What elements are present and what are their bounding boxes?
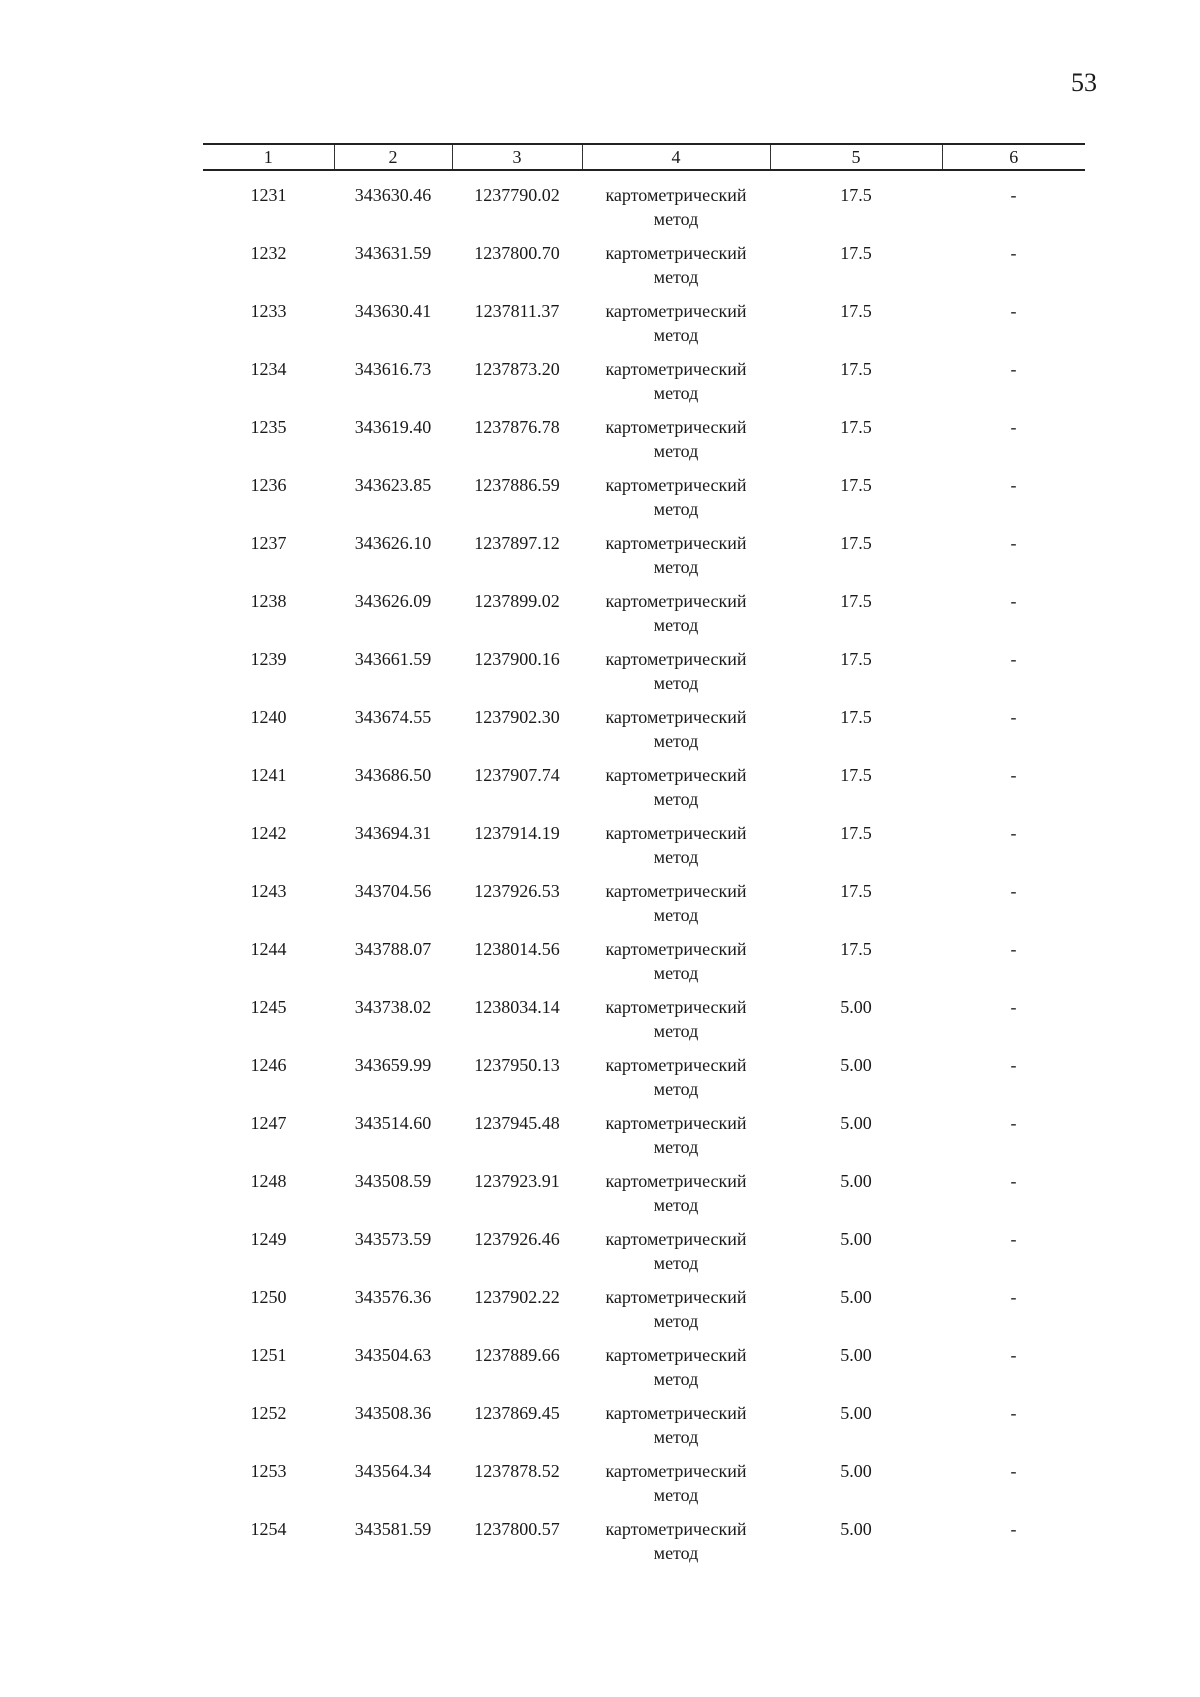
point-number-cell: 1239 [250,649,287,669]
point-number-cell: 1231 [250,185,287,205]
x-coordinate-cell: 343674.55 [354,707,432,727]
x-coordinate-cell: 343626.09 [354,591,432,611]
y-coordinate-cell: 1237926.46 [474,1229,560,1249]
y-coordinate-cell: 1237800.57 [474,1519,560,1539]
note-cell: - [1010,649,1017,669]
x-coordinate-cell: 343738.02 [354,997,432,1017]
x-coordinate-cell: 343564.34 [354,1461,432,1481]
table-row [203,1285,1085,1343]
method-cell [582,357,770,415]
method-cell [582,763,770,821]
x-coordinate-cell: 343619.40 [354,417,432,437]
x-coordinate-cell: 343694.31 [354,823,432,843]
y-coordinate-cell: 1237926.53 [474,881,560,901]
note-cell: - [1010,1229,1017,1249]
note-cell: - [1010,707,1017,727]
method-line-2: метод [653,731,699,751]
header-row [203,144,1085,170]
note-cell: - [1010,1287,1017,1307]
method-cell [582,299,770,357]
x-coordinate-cell: 343686.50 [354,765,432,785]
method-line-1: картометрический [605,1229,747,1249]
precision-cell: 17.5 [840,823,872,843]
y-coordinate-cell: 1237873.20 [474,359,560,379]
x-coordinate-cell: 343659.99 [354,1055,432,1075]
x-coordinate-cell: 343616.73 [354,359,432,379]
method-line-1: картометрический [605,185,747,205]
method-line-2: метод [653,963,699,983]
point-number-cell: 1238 [250,591,287,611]
method-line-1: картометрический [605,881,747,901]
page-number: 53 [1071,68,1097,97]
note-cell: - [1010,359,1017,379]
method-line-2: метод [653,325,699,345]
precision-cell: 5.00 [840,1461,872,1481]
precision-cell: 17.5 [840,475,872,495]
table-row [203,937,1085,995]
table-row [203,531,1085,589]
note-cell: - [1010,475,1017,495]
header-cell: 6 [942,144,1085,170]
x-coordinate-cell: 343508.36 [354,1403,432,1423]
method-cell [582,937,770,995]
method-line-1: картометрический [605,1461,747,1481]
note-cell: - [1010,301,1017,321]
table-row [203,995,1085,1053]
method-line-1: картометрический [605,1055,747,1075]
y-coordinate-cell: 1237950.13 [474,1055,560,1075]
method-line-2: метод [653,383,699,403]
method-cell [582,1227,770,1285]
point-number-cell: 1234 [250,359,287,379]
method-line-2: метод [653,847,699,867]
method-line-2: метод [653,1485,699,1505]
x-coordinate-cell: 343573.59 [354,1229,432,1249]
method-line-1: картометрический [605,823,747,843]
y-coordinate-cell: 1237907.74 [474,765,560,785]
point-number-cell: 1233 [250,301,287,321]
y-coordinate-cell: 1237897.12 [474,533,560,553]
method-cell [582,170,770,241]
x-coordinate-cell: 343626.10 [354,533,432,553]
y-coordinate-cell: 1237886.59 [474,475,560,495]
x-coordinate-cell: 343623.85 [354,475,432,495]
method-line-1: картометрический [605,243,747,263]
method-cell [582,705,770,763]
method-cell [582,1459,770,1517]
method-line-2: метод [653,1079,699,1099]
table-row [203,589,1085,647]
point-number-cell: 1252 [250,1403,287,1423]
y-coordinate-cell: 1237923.91 [474,1171,560,1191]
precision-cell: 5.00 [840,997,872,1017]
method-cell [582,647,770,705]
precision-cell: 17.5 [840,533,872,553]
note-cell: - [1010,591,1017,611]
x-coordinate-cell: 343630.41 [354,301,432,321]
x-coordinate-cell: 343631.59 [354,243,432,263]
note-cell: - [1010,533,1017,553]
method-line-1: картометрический [605,1519,747,1539]
precision-cell: 17.5 [840,185,872,205]
method-line-2: метод [653,499,699,519]
method-cell [582,821,770,879]
point-number-cell: 1249 [250,1229,287,1249]
table-row [203,1401,1085,1459]
y-coordinate-cell: 1237876.78 [474,417,560,437]
point-number-cell: 1243 [250,881,287,901]
method-line-1: картометрический [605,649,747,669]
method-line-2: метод [653,673,699,693]
method-cell [582,879,770,937]
method-line-2: метод [653,1427,699,1447]
method-line-2: метод [653,557,699,577]
method-line-2: метод [653,1195,699,1215]
method-line-2: метод [653,1543,699,1563]
method-line-2: метод [653,1311,699,1331]
point-number-cell: 1241 [250,765,287,785]
table-row [203,415,1085,473]
point-number-cell: 1236 [250,475,287,495]
y-coordinate-cell: 1237902.30 [474,707,560,727]
point-number-cell: 1240 [250,707,287,727]
method-line-1: картометрический [605,533,747,553]
note-cell: - [1010,1113,1017,1133]
note-cell: - [1010,1055,1017,1075]
method-line-2: метод [653,615,699,635]
table-row [203,821,1085,879]
point-number-cell: 1246 [250,1055,287,1075]
method-line-2: метод [653,1021,699,1041]
table-row [203,241,1085,299]
method-line-1: картометрический [605,1345,747,1365]
table-row [203,1343,1085,1401]
method-line-1: картометрический [605,707,747,727]
precision-cell: 5.00 [840,1345,872,1365]
x-coordinate-cell: 343630.46 [354,185,432,205]
coordinates-table [203,143,1085,1575]
point-number-cell: 1242 [250,823,287,843]
note-cell: - [1010,417,1017,437]
method-line-2: метод [653,1137,699,1157]
table-body [203,170,1085,1575]
note-cell: - [1010,881,1017,901]
point-number-cell: 1237 [250,533,287,553]
method-cell [582,531,770,589]
header-cell: 3 [452,144,582,170]
table-row [203,357,1085,415]
point-number-cell: 1245 [250,997,287,1017]
method-line-1: картометрический [605,939,747,959]
precision-cell: 17.5 [840,301,872,321]
method-cell [582,1285,770,1343]
point-number-cell: 1232 [250,243,287,263]
y-coordinate-cell: 1237878.52 [474,1461,560,1481]
precision-cell: 17.5 [840,417,872,437]
note-cell: - [1010,1519,1017,1539]
header-cell: 2 [334,144,452,170]
method-line-1: картометрический [605,417,747,437]
note-cell: - [1010,185,1017,205]
method-line-1: картометрический [605,1287,747,1307]
precision-cell: 5.00 [840,1287,872,1307]
method-line-2: метод [653,789,699,809]
point-number-cell: 1244 [250,939,287,959]
y-coordinate-cell: 1237914.19 [474,823,560,843]
method-cell [582,1343,770,1401]
point-number-cell: 1235 [250,417,287,437]
method-cell [582,589,770,647]
table-header [203,144,1085,170]
method-cell [582,473,770,531]
note-cell: - [1010,823,1017,843]
method-line-2: метод [653,209,699,229]
method-line-1: картометрический [605,997,747,1017]
note-cell: - [1010,1171,1017,1191]
method-cell [582,1517,770,1575]
y-coordinate-cell: 1237900.16 [474,649,560,669]
method-line-1: картометрический [605,301,747,321]
x-coordinate-cell: 343704.56 [354,881,432,901]
y-coordinate-cell: 1237899.02 [474,591,560,611]
y-coordinate-cell: 1237869.45 [474,1403,560,1423]
precision-cell: 17.5 [840,359,872,379]
point-number-cell: 1251 [250,1345,287,1365]
precision-cell: 17.5 [840,939,872,959]
y-coordinate-cell: 1237945.48 [474,1113,560,1133]
point-number-cell: 1254 [250,1519,287,1539]
method-line-1: картометрический [605,765,747,785]
method-cell [582,995,770,1053]
table-row [203,299,1085,357]
y-coordinate-cell: 1237811.37 [474,301,560,321]
header-cell: 4 [582,144,770,170]
precision-cell: 5.00 [840,1113,872,1133]
precision-cell: 5.00 [840,1403,872,1423]
note-cell: - [1010,765,1017,785]
table-row [203,170,1085,241]
precision-cell: 5.00 [840,1171,872,1191]
table-row [203,879,1085,937]
x-coordinate-cell: 343504.63 [354,1345,432,1365]
method-line-1: картометрический [605,475,747,495]
table-row [203,1459,1085,1517]
precision-cell: 5.00 [840,1519,872,1539]
precision-cell: 17.5 [840,591,872,611]
y-coordinate-cell: 1237790.02 [474,185,560,205]
method-line-2: метод [653,441,699,461]
table-row [203,647,1085,705]
method-cell [582,1401,770,1459]
method-line-1: картометрический [605,1171,747,1191]
precision-cell: 17.5 [840,765,872,785]
note-cell: - [1010,939,1017,959]
table-row [203,1053,1085,1111]
note-cell: - [1010,1345,1017,1365]
method-cell [582,1053,770,1111]
note-cell: - [1010,1403,1017,1423]
x-coordinate-cell: 343788.07 [354,939,432,959]
table-row [203,1111,1085,1169]
method-cell [582,1111,770,1169]
y-coordinate-cell: 1237902.22 [474,1287,560,1307]
header-cell: 1 [203,144,334,170]
x-coordinate-cell: 343514.60 [354,1113,432,1133]
precision-cell: 5.00 [840,1229,872,1249]
x-coordinate-cell: 343576.36 [354,1287,432,1307]
method-line-2: метод [653,1253,699,1273]
method-cell [582,1169,770,1227]
table-row [203,1169,1085,1227]
point-number-cell: 1253 [250,1461,287,1481]
y-coordinate-cell: 1238014.56 [474,939,560,959]
table-row [203,763,1085,821]
point-number-cell: 1248 [250,1171,287,1191]
precision-cell: 17.5 [840,707,872,727]
x-coordinate-cell: 343661.59 [354,649,432,669]
note-cell: - [1010,1461,1017,1481]
precision-cell: 17.5 [840,243,872,263]
method-cell [582,415,770,473]
method-cell [582,241,770,299]
table-row [203,473,1085,531]
y-coordinate-cell: 1237889.66 [474,1345,560,1365]
method-line-1: картометрический [605,359,747,379]
method-line-2: метод [653,905,699,925]
precision-cell: 17.5 [840,649,872,669]
method-line-1: картометрический [605,1113,747,1133]
table-row [203,1517,1085,1575]
method-line-1: картометрический [605,591,747,611]
point-number-cell: 1247 [250,1113,287,1133]
point-number-cell: 1250 [250,1287,287,1307]
header-cell: 5 [770,144,942,170]
y-coordinate-cell: 1237800.70 [474,243,560,263]
table-row [203,1227,1085,1285]
note-cell: - [1010,997,1017,1017]
note-cell: - [1010,243,1017,263]
x-coordinate-cell: 343508.59 [354,1171,432,1191]
method-line-1: картометрический [605,1403,747,1423]
method-line-2: метод [653,1369,699,1389]
precision-cell: 5.00 [840,1055,872,1075]
y-coordinate-cell: 1238034.14 [474,997,560,1017]
method-line-2: метод [653,267,699,287]
x-coordinate-cell: 343581.59 [354,1519,432,1539]
precision-cell: 17.5 [840,881,872,901]
table-row [203,705,1085,763]
